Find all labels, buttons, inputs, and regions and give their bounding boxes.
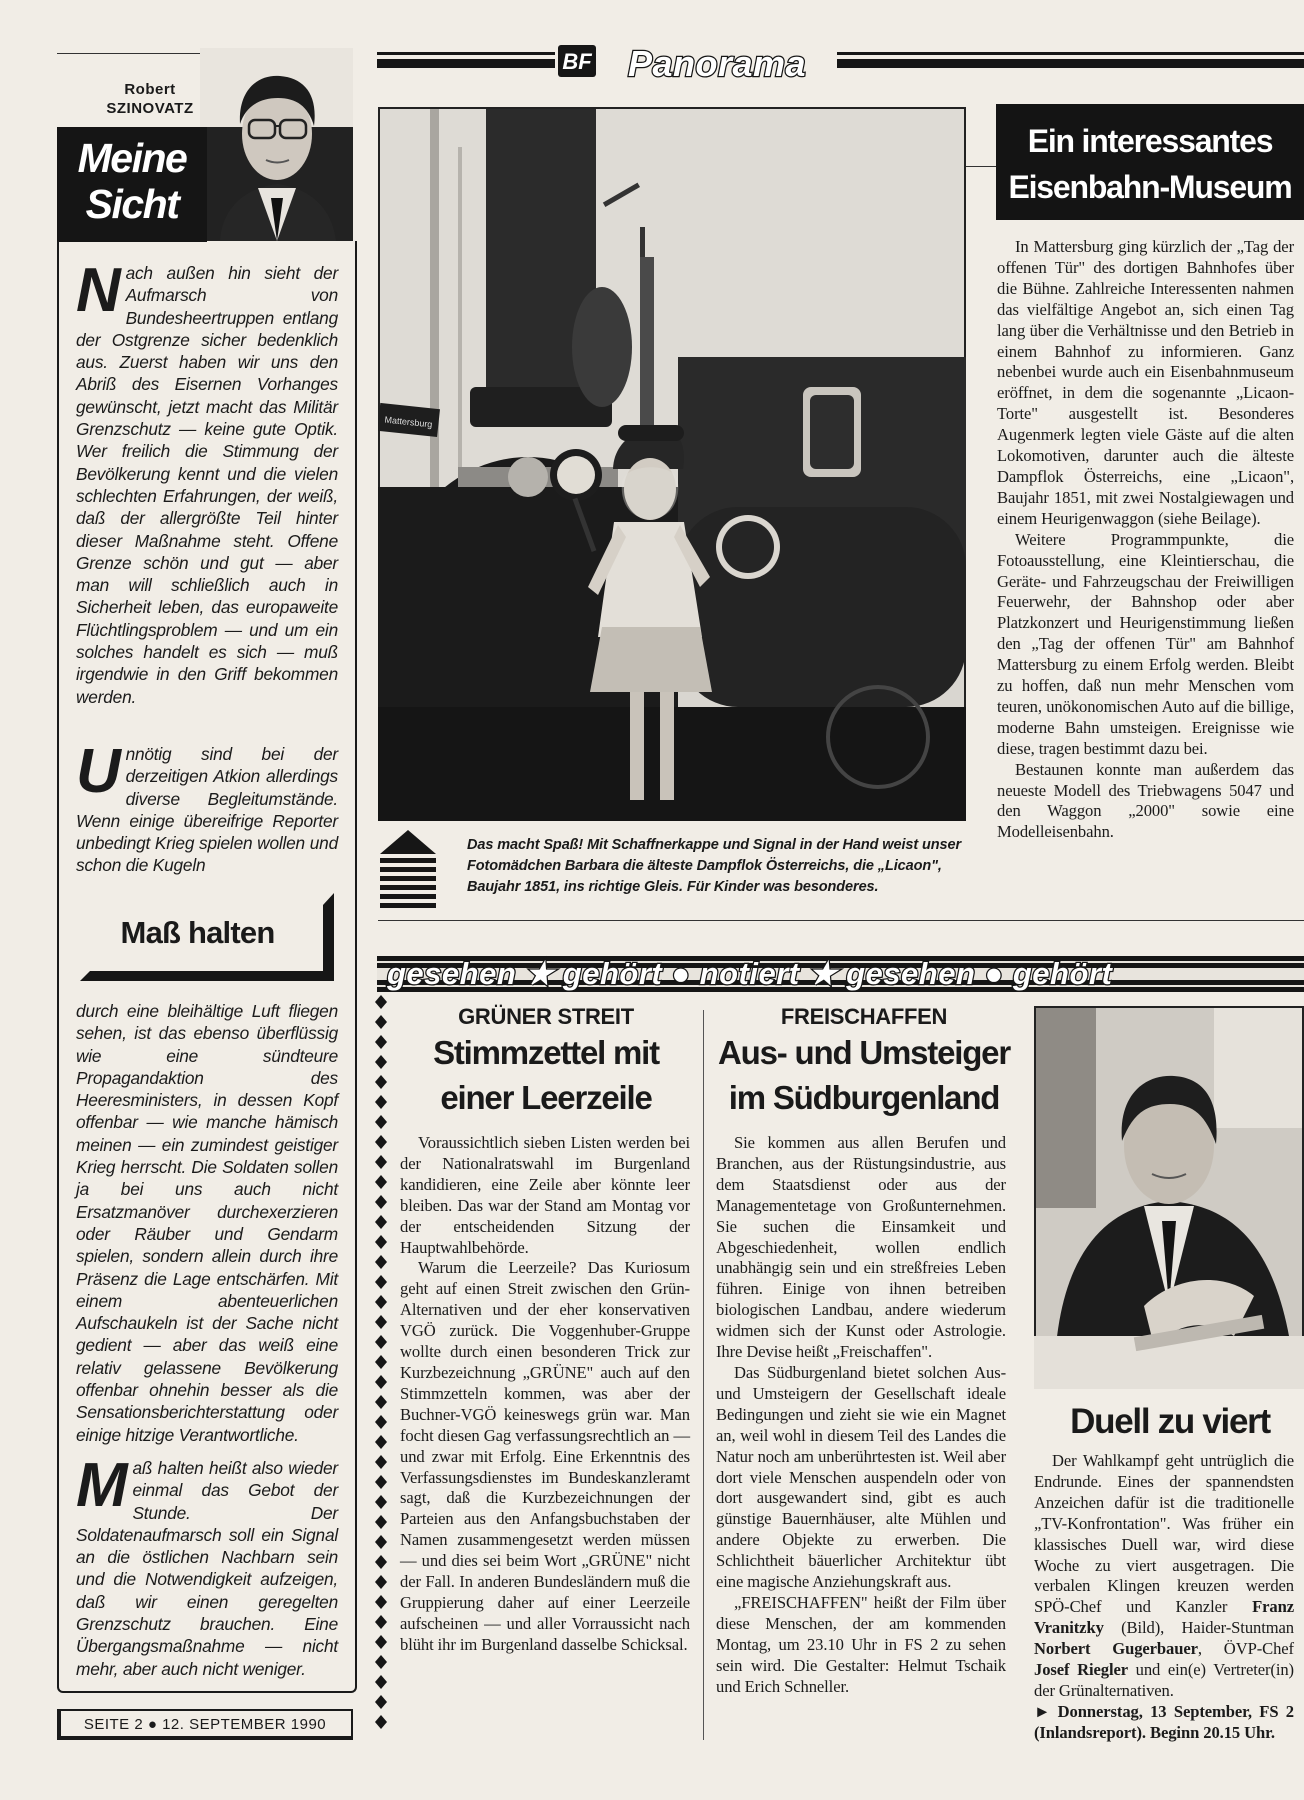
article1-paragraph-2: Warum die Leerzeile? Das Kuriosum geht auf einen Streit zwischen den Grün-Alternativen und der eher konservativen VGÖ zurück. Die Voggenhuber-Gruppe wollte durch einen besonderen Trick zur Kurzbezeichnung „GRÜNE" auch auf den Stimmzetteln kommen, was aber der Buchner-VGÖ keineswegs grün war. Man focht diesen Gag verfassungsrechtlich an — und zwar mit Erfolg. Eine Erkenntnis des Verfassungsdienstes im Bundeskanzleramt sagt, daß die Kurzbezeichnungen der Parteien aus den Anfangsbuchstaben der Namen zusammengesetzt werden müssen — und dies sei beim Wort „GRÜNE" nicht der Fall. In anderen Bundesländern muß die Gruppierung daher auf einer Leerzeile aufscheinen — und aller Vorraussicht nach blüht ihr im Burgenland dasselbe Schicksal.	[400, 1258, 690, 1654]
dropcap: M	[76, 1451, 128, 1520]
article3-text-d: und ein(e) Vertreter(in) der Grünalternativen.	[1034, 1660, 1294, 1700]
article2-body	[716, 1133, 1006, 1697]
article3-text-b: (Bild), Haider-Stuntman	[1103, 1618, 1294, 1638]
ticker-text: gesehen ★ gehört ● notiert ★ gesehen ● gehört	[387, 956, 1113, 991]
museum-paragraph-3: Bestaunen konnte man außerdem das neueste Modell des Triebwagens 5047 und den Waggon „2000" sowie eine Modelleisenbahn.	[997, 759, 1294, 842]
column-title-line1: Meine	[77, 135, 187, 181]
article1-headline-line1: Stimmzettel mit	[433, 1034, 659, 1071]
museum-headline-line1: Ein interessantes	[1027, 123, 1273, 159]
ticker-bar	[375, 950, 1304, 995]
article3-body	[1034, 1451, 1294, 1744]
dropcap: U	[76, 737, 121, 806]
logo-text: BF	[562, 49, 592, 74]
paragraph-text: nnötig sind bei der derzeitigen Atkion allerdings diverse Begleitumstände. Wenn einige übereifrige Reporter unbedingt Krieg spielen wollen und schon die Kugeln	[76, 744, 338, 876]
article2-paragraph-3: „FREISCHAFFEN" heißt der Film über diese Menschen, der am kommenden Montag, um 23.10 Uhr in FS 2 zu sehen sein wird. Die Gestalter: Helmut Tschaik und Erich Schneller.	[716, 1592, 1006, 1696]
article3-headline: Duell zu viert	[1070, 1402, 1270, 1441]
article1-body	[400, 1133, 690, 1656]
column-paragraph-2	[76, 737, 338, 877]
column-separator	[703, 1010, 704, 1740]
photo-caption: Das macht Spaß! Mit Schaffnerkappe und Signal in der Hand weist unser Fotomädchen Barbara die älteste Dampflok Österreichs, die „Licaon", Baujahr 1851, ins richtige Gleis. Für Kinder was besonderes.	[467, 837, 961, 895]
article3-name-vranitzky: Franz Vranitzky	[1034, 1597, 1294, 1638]
museum-article	[997, 237, 1294, 843]
article3-text-a: Der Wahlkampf geht untrüglich die Endrunde. Eines der spannendsten Anzeichen dafür ist die traditionelle „TV-Konfrontation". Was früher ein klassisches Duell war, wird diese Woche zu viert ausgetragen. Die verbalen Klingen kreuzen werden SPÖ-Chef und Kanzler	[1034, 1451, 1294, 1617]
museum-paragraph-1: In Mattersburg ging kürzlich der „Tag der offenen Tür" des dortigen Bahnhofes über die Bühne. Zahlreiche Interessenten nahmen das vielfältige Angebot an, sich einen Tag lang über die Verhältnisse und den Betrieb in einem Bahnhof zu informieren. Ganz nebenbei wurde auch ein Eisenbahnmuseum eröffnet, in dem die sogenannte „Licaon-Torte" ausgestellt ist. Besonderes Augenmerk legten viele Gäste auf die alten Lokomotiven, darunter auch die älteste Dampflok Österreichs, eine „Licaon", Baujahr 1851, mit zwei Nostalgiewagen und einem Heurigenwaggon (siehe Beilage).	[997, 237, 1294, 528]
article2-headline	[706, 1030, 1022, 1120]
author-last-name: SZINOVATZ	[106, 100, 194, 117]
column-title	[57, 135, 207, 227]
article2-headline-line2: im Südburgenland	[728, 1079, 1000, 1116]
article1-paragraph-1: Voraussichtlich sieben Listen werden bei der Nationalratswahl im Burgenland kandidieren, eine Zeile aber könnte leer bleiben. Das war der Stand am Montag vor der entscheidenden Sitzung der Hauptwahlbehörde.	[400, 1133, 690, 1257]
article1-headline-line2: einer Leerzeile	[440, 1079, 652, 1116]
locomotive-photo	[378, 107, 966, 821]
museum-paragraph-2: Weitere Programmpunkte, die Fotoausstellung, eine Kleintierschau, die Geräte- und Fahrzeugschau der Freiwilligen Feuerwehr, der Bahnshop oder aber Platzkonzert und Heurigenstimmung ließen den „Tag der offenen Tür" am Bahnhof Mattersburg zu einem Erfolg werden. Bleibt zu hoffen, daß nun mehr Menschen vom teuren, unökonomischen Auto auf die billige, moderne Bahn umsteigen. Ereignisse wie diese, tragen bestimmt dazu bei.	[997, 529, 1294, 758]
column-paragraph-4	[76, 1451, 338, 1680]
section-divider	[378, 920, 1304, 921]
station-sign-text: Mattersburg	[384, 414, 433, 430]
article2-paragraph-1: Sie kommen aus allen Berufen und Branchen, aus der Rüstungsindustrie, aus dem Staatsdienst oder aus der Managementetage von Großunternehmen. Sie suchen die Einsamkeit und Abgeschiedenheit, wollen endlich unabhängig sein und ein streßfreies Leben führen. Einige von ihnen betreiben biologischen Landbau, andere wiederum widmen sich der Kunst oder Astrologie. Ihre Devise heißt „Freischaffen".	[716, 1133, 1006, 1362]
article3-paragraph-1	[1034, 1451, 1294, 1702]
diamond-rule	[372, 995, 390, 1740]
arrow-up-icon	[378, 826, 440, 920]
article3-name-riegler: Josef Riegler	[1034, 1660, 1128, 1680]
author-portrait	[200, 48, 353, 241]
museum-headline	[1000, 118, 1300, 210]
article3-text-c: , ÖVP-Chef	[1197, 1639, 1294, 1659]
paragraph-text: ach außen hin sieht der Aufmarsch von Bundesheertruppen entlang der Ostgrenze sicher bedenklich aus. Zuerst haben wir uns den Abriß des Eisernen Vorhanges gewünscht, jetzt macht das Militär Grenzschutz — keine gute Optik. Wer freilich die Stimmung der Bevölkerung kennt und die vielen schlechten Erfahrungen, der weiß, daß der allergrößte Teil hinter dieser Maßnahme steht. Offene Grenze schön und gut — aber man will schließlich auch in Sicherheit leben, das europaweite Flüchtlingsproblem — und um ein solches handelt es sich — muß irgendwie in den Griff bekommen werden.	[76, 263, 338, 707]
article1-headline	[398, 1030, 694, 1120]
article2-paragraph-2: Das Südburgenland bietet solchen Aus- und Umsteigern der Gesellschaft ideale Bedingungen und zieht sie wie ein Magnet an, weil wohl in diesem Teil des Landes die Natur noch am unberührtesten ist. Weil aber dort viele Menschen auspendeln oder von dort ausgewandert sind, gibt es auch günstige Bauernhäuser, alte Mühlen und andere Objekte zu erwerben. Die Schlichtheit bäuerlicher Architektur übt eine magische Anziehungskraft aus.	[716, 1362, 1006, 1592]
column-paragraph-3: durch eine bleihältige Luft fliegen sehen, ist das ebenso überflüssig wie eine sündteure Propagandaktion des Heeresministers, in dessen Kopf offenbar — wie manche hämisch meinen — ein zumindest geistiger Krieg herrscht. Die Soldaten sollen ja bei uns auch nicht Ersatzmanöver durchexerzieren oder Räuber und Gendarm spielen, sondern allein durch ihre Präsenz die Lage entschärfen. Mit einem abenteuerlichen Aufschaukeln ist der Sache nicht gedient — aber das weiß eine relativ gelassene Bevölkerung offenbar ohnehin besser als die Sensationsberichterstattung oder einige hitzige Verantwortliche.	[76, 1001, 338, 1445]
section-title: Panorama	[627, 43, 807, 84]
author-name	[95, 80, 205, 118]
article1-kicker: GRÜNER STREIT	[458, 1004, 634, 1029]
subhead-title: Maß halten	[120, 915, 275, 950]
politician-photo	[1034, 1006, 1304, 1389]
dropcap: N	[76, 256, 121, 325]
author-first-name: Robert	[124, 81, 176, 98]
column-paragraph-1	[76, 256, 338, 708]
article3-name-gugerbauer: Norbert Gugerbauer	[1034, 1639, 1198, 1659]
column-title-line2: Sicht	[85, 181, 179, 227]
paragraph-text: aß halten heißt also wieder einmal das Gebot der Stunde. Der Soldatenaufmarsch soll ein Signal an die östlichen Nachbarn sein und die Notwendigkeit aufzeigen, daß wir einen geregelten Grenzschutz brauchen. Eine Übergangsmaßnahme — nicht mehr, aber auch nicht weniger.	[76, 1458, 338, 1679]
section-header	[375, 40, 1304, 90]
museum-headline-line2: Eisenbahn-Museum	[1008, 169, 1292, 205]
article2-headline-line1: Aus- und Umsteiger	[718, 1034, 1010, 1071]
headline-rule	[966, 166, 996, 167]
article3-broadcast-info: ► Donnerstag, 13 September, FS 2 (Inlandsreport). Beginn 20.15 Uhr.	[1034, 1701, 1294, 1742]
article2-kicker: FREISCHAFFEN	[780, 1004, 948, 1029]
page-footer: SEITE 2 ● 12. SEPTEMBER 1990	[83, 1716, 327, 1733]
